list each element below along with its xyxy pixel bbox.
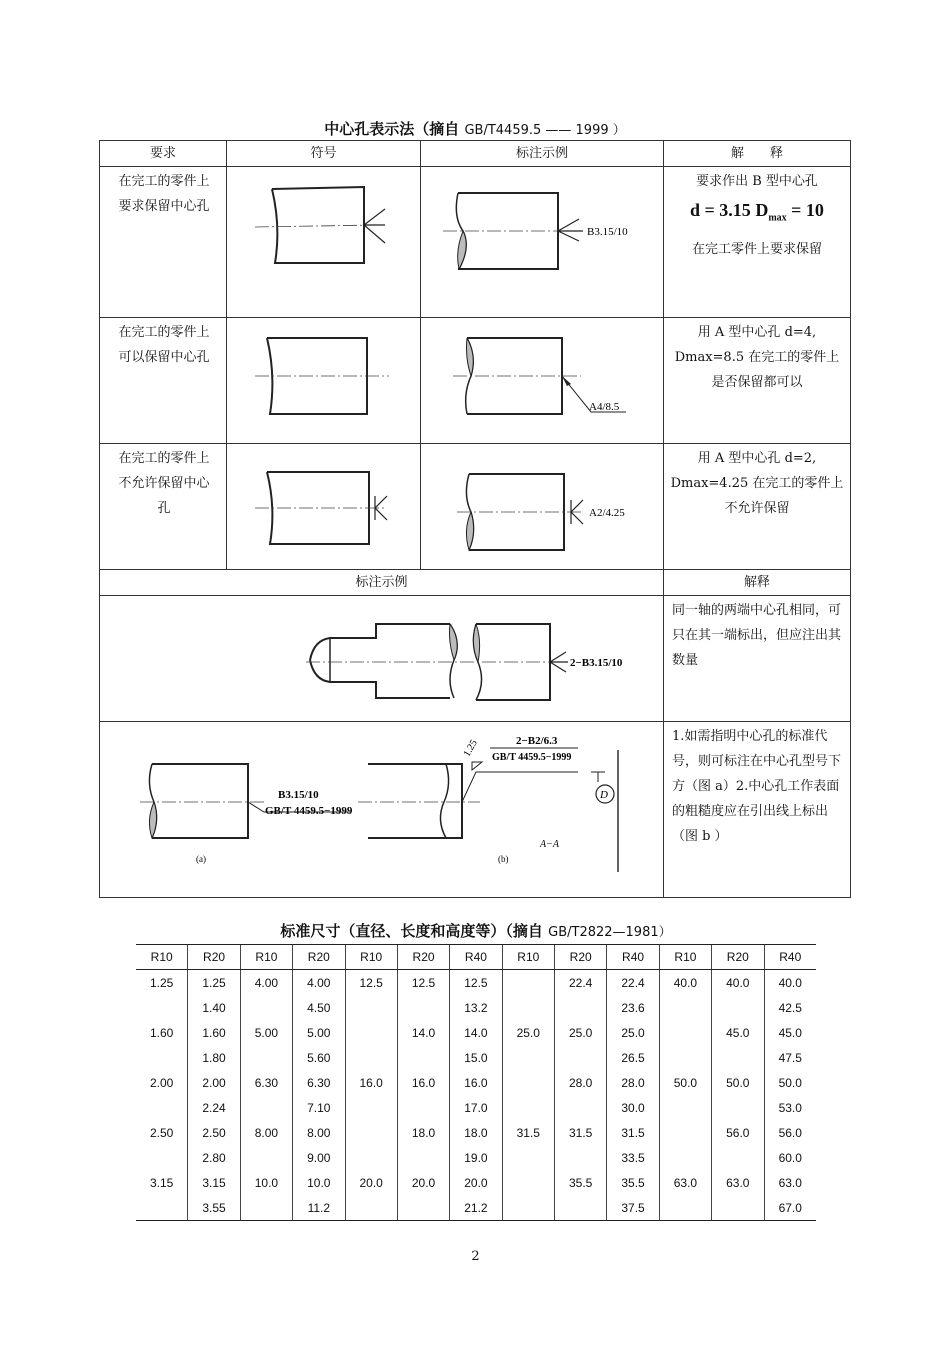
explanation-cell: 用 A 型中心孔 d=4, Dmax=8.5 在完工的零件上是否保留都可以 (663, 318, 850, 444)
table2-cell: 20.0 (397, 1170, 449, 1195)
example-figure (420, 167, 663, 318)
table1-title-text: 中心孔表示法（摘自 (324, 120, 465, 138)
table-row (136, 1045, 816, 1070)
table2-cell: 30.0 (607, 1095, 659, 1120)
table2-header-cell: R10 (659, 945, 711, 970)
table2-cell (345, 995, 397, 1020)
example-figure (420, 444, 663, 570)
symbol-figure (226, 167, 420, 318)
header-explanation: 解 释 (663, 141, 850, 167)
note-cell: 同一轴的两端中心孔相同，可只在其一端标出，但应注出其数量 (663, 596, 850, 722)
table2-cell: 1.60 (150, 1025, 174, 1040)
table2-header-cell: R20 (397, 945, 449, 970)
table2-cell (555, 995, 607, 1020)
shaft-symbol-forbidden (227, 444, 420, 569)
standard-size-table (136, 944, 816, 1221)
table2-cell: 6.30 (240, 1070, 292, 1095)
table2-cell: 14.0 (397, 1020, 449, 1045)
table2-cell (502, 1170, 554, 1195)
table2-cell (712, 1045, 764, 1070)
table2-title-text: 标准尺寸（直径、长度和高度等）（摘自 (280, 922, 549, 940)
header-example: 标注示例 (420, 141, 663, 167)
table2-cell: 4.00 (240, 970, 292, 996)
table2-cell: 15.0 (450, 1045, 502, 1070)
callout-a2: GB/T 4459.5−1999 (265, 805, 353, 817)
shaft-symbol-keep (227, 167, 420, 317)
requirement-cell: 在完工的零件上要求保留中心孔 (100, 167, 227, 318)
table2-cell: 16.0 (397, 1070, 449, 1095)
table2-cell: 5.00 (293, 1020, 345, 1045)
table2-cell (240, 1195, 292, 1221)
table2-header-cell: R10 (240, 945, 292, 970)
table2-cell (555, 1145, 607, 1170)
table2-cell: 1.25 (188, 970, 240, 996)
table2-cell: 45.0 (764, 1020, 816, 1045)
table2-cell (502, 1195, 554, 1221)
figure-label-a: (a) (196, 854, 206, 864)
table2-cell (502, 1145, 554, 1170)
table2-cell: 20.0 (450, 1170, 502, 1195)
header-symbol: 符号 (226, 141, 420, 167)
example-figure (100, 722, 664, 898)
table-row (100, 318, 851, 444)
table2-cell (397, 1195, 449, 1221)
table2-cell: 2.24 (188, 1095, 240, 1120)
formula (670, 198, 844, 231)
table2-cell: 14.0 (450, 1020, 502, 1045)
table2-cell (240, 995, 292, 1020)
table2-cell: 9.00 (293, 1145, 345, 1170)
explanation-line: 在完工零件上要求保留 (691, 241, 822, 257)
table-row (100, 596, 851, 722)
table2-cell (502, 970, 554, 996)
table2-cell (659, 995, 711, 1020)
table2-cell: 1.80 (188, 1045, 240, 1070)
table2-cell: 40.0 (712, 970, 764, 996)
table2-cell: 63.0 (764, 1170, 816, 1195)
table2-cell: 63.0 (659, 1170, 711, 1195)
callout-label: A4/8.5 (588, 401, 620, 413)
table2-cell: 8.00 (240, 1120, 292, 1145)
table2-cell: 67.0 (764, 1195, 816, 1221)
table2-cell (712, 995, 764, 1020)
formula-sub: max (768, 212, 787, 224)
table2-cell (659, 1095, 711, 1120)
table2-cell: 33.5 (607, 1145, 659, 1170)
table2-cell: 5.00 (240, 1020, 292, 1045)
table2-cell: 2.50 (188, 1120, 240, 1145)
shaft-example-optional (421, 318, 663, 443)
table2-header-cell: R10 (345, 945, 397, 970)
table2-cell: 12.5 (397, 970, 449, 996)
table2-cell: 1.40 (188, 995, 240, 1020)
table2-cell: 63.0 (712, 1170, 764, 1195)
table2-header-cell: R20 (555, 945, 607, 970)
table2-cell: 21.2 (450, 1195, 502, 1221)
table2-cell: 17.0 (450, 1095, 502, 1120)
table2-header-cell: R20 (712, 945, 764, 970)
explanation-line: 要求作出 B 型中心孔 (696, 174, 818, 189)
table2-cell: 2.00 (150, 1075, 174, 1090)
table2-header-cell: R40 (450, 945, 502, 970)
table2-cell: 2.80 (188, 1145, 240, 1170)
table2-cell: 4.00 (293, 970, 345, 996)
callout-b2: GB/T 4459.5−1999 (492, 752, 572, 763)
table2-cell: 35.5 (607, 1170, 659, 1195)
table2-header-cell: R10 (136, 945, 188, 970)
symbol-figure (226, 318, 420, 444)
table-row (136, 1195, 816, 1221)
table2-cell: 16.0 (450, 1070, 502, 1095)
table-row (136, 1120, 816, 1145)
table2-title (136, 920, 816, 941)
table2-cell: 25.0 (555, 1020, 607, 1045)
table2-cell: 3.15 (188, 1170, 240, 1195)
table2-title-standard: GB/T2822—1981） (548, 925, 672, 940)
table2-cell (397, 1145, 449, 1170)
callout-label: 2−B3.15/10 (570, 657, 623, 669)
subheader-explanation: 解释 (663, 570, 850, 596)
table2-cell (555, 1095, 607, 1120)
table2-cell: 12.5 (345, 970, 397, 996)
requirement-cell: 在完工的零件上不允许保留中心孔 (100, 444, 227, 570)
datum-letter: D (600, 789, 608, 801)
table-row (136, 1070, 816, 1095)
table2-cell: 12.5 (450, 970, 502, 996)
table2-cell: 47.5 (764, 1045, 816, 1070)
table2-cell: 16.0 (345, 1070, 397, 1095)
table2-cell (659, 1020, 711, 1045)
table2-cell (555, 1045, 607, 1070)
table2-cell: 45.0 (712, 1020, 764, 1045)
table2-header-row (136, 945, 816, 970)
table-row (136, 1170, 816, 1195)
shaft-standard-code (100, 722, 662, 897)
table-row (136, 1020, 816, 1045)
table2-cell: 31.5 (607, 1120, 659, 1145)
explanation-cell (663, 167, 850, 318)
table2-cell (136, 1095, 188, 1120)
page-number: 2 (471, 1249, 480, 1264)
table2-cell: 1.60 (188, 1020, 240, 1045)
table2-cell: 4.50 (293, 995, 345, 1020)
table2-cell (345, 1145, 397, 1170)
table2-cell: 50.0 (659, 1070, 711, 1095)
table2-cell: 31.5 (555, 1120, 607, 1145)
table2-cell: 7.10 (293, 1095, 345, 1120)
table2-cell (502, 1045, 554, 1070)
formula-value: = 10 (786, 200, 824, 220)
table2-cell: 25.0 (607, 1020, 659, 1045)
table-row (100, 444, 851, 570)
center-hole-table (99, 140, 851, 898)
table2-cell: 10.0 (240, 1170, 292, 1195)
table2-cell (502, 1070, 554, 1095)
shaft-example-forbidden (421, 444, 663, 569)
shaft-symbol-optional (227, 318, 420, 443)
table2-cell: 11.2 (293, 1195, 345, 1221)
table2-cell: 2.50 (150, 1125, 174, 1140)
table2-cell: 1.25 (150, 975, 174, 990)
table2-cell (136, 1045, 188, 1070)
table2-cell (136, 995, 188, 1020)
table2-cell (397, 1045, 449, 1070)
table2-cell: 22.4 (555, 970, 607, 996)
table2-cell: 40.0 (659, 970, 711, 996)
table2-cell (397, 1095, 449, 1120)
callout-a1: B3.15/10 (278, 789, 319, 801)
formula-D: D (755, 200, 769, 220)
table2-cell: 37.5 (607, 1195, 659, 1221)
subheader-example: 标注示例 (100, 570, 664, 596)
table-row (136, 1145, 816, 1170)
table2-cell: 6.30 (293, 1070, 345, 1095)
table2-cell (345, 1020, 397, 1045)
table-row (100, 167, 851, 318)
table2-cell: 35.5 (555, 1170, 607, 1195)
table2-cell: 8.00 (293, 1120, 345, 1145)
table2-cell: 18.0 (450, 1120, 502, 1145)
example-figure (100, 596, 664, 722)
table2-cell: 26.5 (607, 1045, 659, 1070)
callout-label: A2/4.25 (588, 507, 625, 519)
table2-cell (659, 1145, 711, 1170)
table2-cell (397, 995, 449, 1020)
table2-cell (240, 1045, 292, 1070)
table2-cell: 28.0 (607, 1070, 659, 1095)
table-subheader (100, 570, 851, 596)
table-row (136, 1095, 816, 1120)
symbol-figure (226, 444, 420, 570)
requirement-cell: 在完工的零件上可以保留中心孔 (100, 318, 227, 444)
table2-cell (712, 1195, 764, 1221)
table2-cell: 50.0 (712, 1070, 764, 1095)
table2-cell (659, 1195, 711, 1221)
table2-cell: 28.0 (555, 1070, 607, 1095)
roughness-value: 1.25 (461, 738, 480, 759)
table-row (136, 970, 816, 996)
table2-cell (345, 1120, 397, 1145)
table2-cell: 53.0 (764, 1095, 816, 1120)
table2-header-cell: R20 (188, 945, 240, 970)
note-cell: 1.如需指明中心孔的标准代号，则可标注在中心孔型号下方（图 a）2.中心孔工作表面的粗糙度应在引出线上标出（图 b ） (663, 722, 850, 898)
table2-cell (345, 1195, 397, 1221)
explanation-cell: 用 A 型中心孔 d=2, Dmax=4.25 在完工的零件上不允许保留 (663, 444, 850, 570)
header-requirement: 要求 (100, 141, 227, 167)
section-label: A−A (540, 839, 559, 850)
table2-cell (712, 1095, 764, 1120)
table2-cell (136, 1145, 188, 1170)
table2-cell: 25.0 (502, 1020, 554, 1045)
table2-cell (712, 1145, 764, 1170)
table2-cell (136, 1195, 188, 1221)
table1-title (100, 118, 850, 139)
table2-cell: 31.5 (502, 1120, 554, 1145)
table2-cell: 22.4 (607, 970, 659, 996)
table2-cell: 10.0 (293, 1170, 345, 1195)
table2-cell: 2.00 (188, 1070, 240, 1095)
table2-cell (345, 1045, 397, 1070)
table2-cell (659, 1120, 711, 1145)
table2-cell: 50.0 (764, 1070, 816, 1095)
table2-header-cell: R10 (502, 945, 554, 970)
table2-cell: 23.6 (607, 995, 659, 1020)
table2-cell: 40.0 (764, 970, 816, 996)
table-row (100, 722, 851, 898)
shaft-example-keep (421, 167, 663, 317)
table2-header-cell: R20 (293, 945, 345, 970)
table2-cell: 5.60 (293, 1045, 345, 1070)
table2-cell (345, 1095, 397, 1120)
table-row (136, 995, 816, 1020)
table2-cell (502, 995, 554, 1020)
table2-header-cell: R40 (607, 945, 659, 970)
table2-header-cell: R40 (764, 945, 816, 970)
table2-cell: 3.15 (150, 1175, 174, 1190)
example-figure (420, 318, 663, 444)
table2-cell: 60.0 (764, 1145, 816, 1170)
table2-cell (555, 1195, 607, 1221)
formula-d: d = 3.15 (690, 200, 751, 220)
table2-cell: 19.0 (450, 1145, 502, 1170)
table1-title-standard: GB/T4459.5 —— 1999 ） (464, 123, 626, 138)
table2-cell: 56.0 (764, 1120, 816, 1145)
table2-cell: 13.2 (450, 995, 502, 1020)
table2-cell: 42.5 (764, 995, 816, 1020)
callout-label: B3.15/10 (586, 226, 628, 238)
table2-cell: 3.55 (188, 1195, 240, 1221)
callout-b1: 2−B2/6.3 (516, 735, 558, 747)
figure-label-b: (b) (498, 854, 509, 864)
table2-cell (502, 1095, 554, 1120)
table2-cell (240, 1095, 292, 1120)
table2-cell: 18.0 (397, 1120, 449, 1145)
table2-cell: 20.0 (345, 1170, 397, 1195)
shaft-both-ends (100, 596, 662, 721)
table2-cell: 56.0 (712, 1120, 764, 1145)
table2-cell (240, 1145, 292, 1170)
table2-cell (659, 1045, 711, 1070)
